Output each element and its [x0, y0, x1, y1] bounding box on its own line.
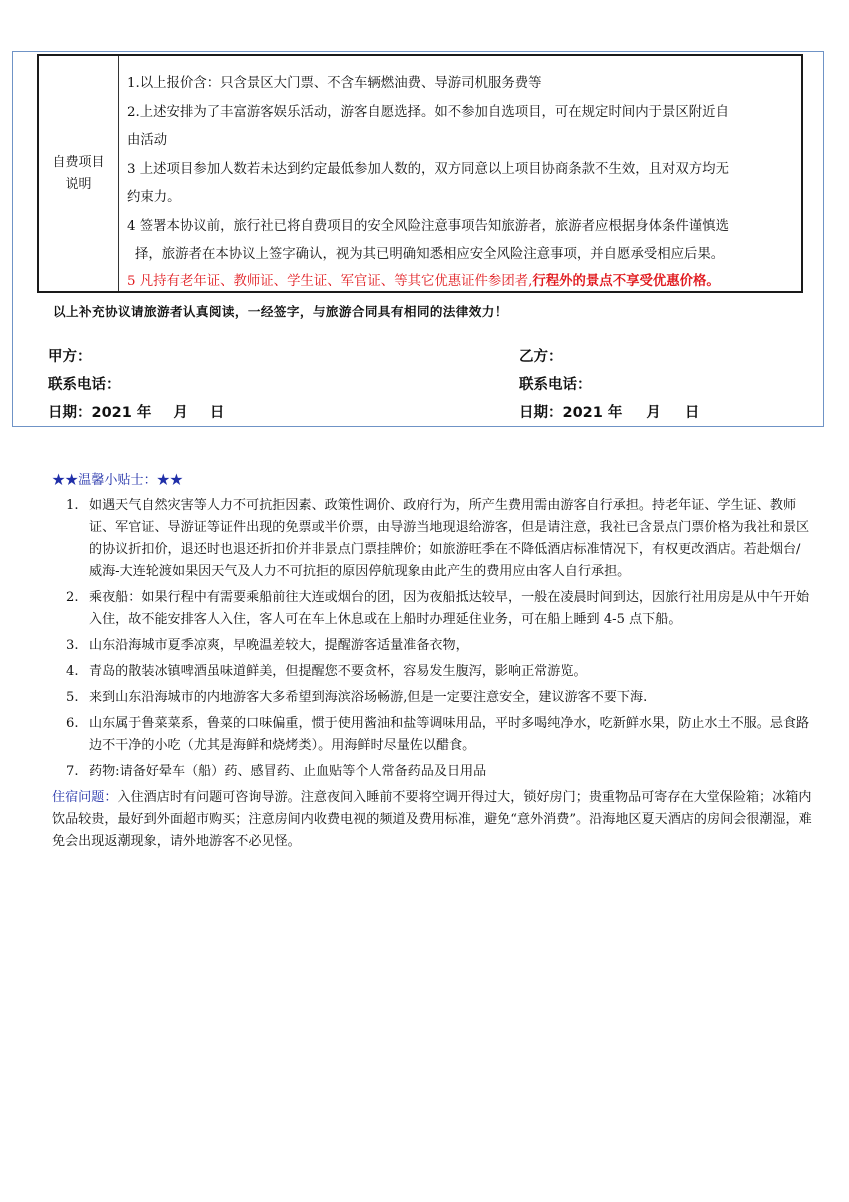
party-a-block [48, 343, 224, 427]
discount-notice-line [127, 270, 793, 293]
tip-item [52, 495, 812, 583]
table-line: 1.以上报价含：只含景区大门票、不含车辆燃油费、导游司机服务费等 [127, 76, 542, 91]
discount-notice-bold: 行程外的景点不享受优惠价格。 [532, 272, 720, 289]
tip-item [52, 687, 812, 709]
party-b-day: 日 [684, 405, 700, 421]
self-pay-table [37, 54, 803, 293]
party-b-name: 乙方： [519, 349, 563, 365]
tip-item [52, 635, 812, 657]
party-a-year: 2021 [91, 405, 132, 421]
party-a-phone: 联系电话： [48, 377, 121, 393]
tip-text: 乘夜船：如果行程中有需要乘船前往大连或烟台的团，因为夜船抵达较早，一般在凌晨时间到达，因旅行社用房是从中午开始入住，故不能安排客人入住，客人可在车上休息或在上船时办理延住业务，可在船上睡到 4-5 点下船。 [89, 590, 810, 627]
tip-text: 如遇天气自然灾害等人力不可抗拒因素、政策性调价、政府行为，所产生费用需由游客自行承担。持老年证、学生证、教师证、军官证、导游证等证件出现的免票或半价票，由导游当地现退给游客，但是请注意，我社已含景点门票价格为我社和景区的协议折扣价，退还时也退还折扣价并非景点门票挂牌价；如旅游旺季在不降低酒店标准情况下，有权更改酒店。若赴烟台/威海-大连轮渡如果因天气及人力不可抗拒的原因停航现象由此产生的费用应由客人自行承担。 [89, 498, 810, 579]
self-pay-label-cell [39, 56, 119, 291]
tip-text: 青岛的散装冰镇啤酒虽味道鲜美，但提醒您不要贪杯，容易发生腹泻，影响正常游览。 [89, 664, 587, 679]
stay-paragraph [52, 787, 812, 853]
table-line: 3 上述项目参加人数若未达到约定最低参加人数的，双方同意以上项目协商条款不生效，且对双方均无 [127, 161, 729, 177]
party-b-date [519, 399, 699, 427]
party-a-month: 月 [173, 405, 188, 421]
tip-number: 6. [66, 716, 79, 731]
tip-number: 2. [66, 590, 79, 605]
table-line: 2.上述安排为了丰富游客娱乐活动，游客自愿选择。如不参加自选项目，可在规定时间内于景区附近自 [127, 104, 729, 120]
self-pay-content-cell [127, 70, 793, 293]
tip-text: 来到山东沿海城市的内地游客大多希望到海滨浴场畅游,但是一定要注意安全，建议游客不要下海. [89, 690, 648, 705]
stay-title: 住宿问题： [52, 790, 118, 805]
tip-item [52, 661, 812, 683]
label-line-1: 自费项目 [52, 154, 105, 170]
tip-item [52, 587, 812, 631]
tips-section [52, 470, 812, 853]
table-line: 4 签署本协议前，旅行社已将自费项目的安全风险注意事项告知旅游者，旅游者应根据身体条件谨慎选 [127, 218, 729, 234]
party-a-name: 甲方： [48, 349, 92, 365]
party-b-phone: 联系电话： [519, 377, 592, 393]
table-line: 由活动 [127, 133, 168, 148]
stay-text: 入住酒店时有问题可咨询导游。注意夜间入睡前不要将空调开得过大，锁好房门；贵重物品可寄存在大堂保险箱；冰箱内饮品较贵，最好到外面超市购买；注意房间内收费电视的频道及费用标准，避免“意外消费”。沿海地区夏天酒店的房间会很潮湿，难免会出现返潮现象，请外地游客不必见怪。 [52, 790, 812, 849]
party-b-date-label: 日期： [519, 405, 563, 421]
tip-number: 5. [66, 690, 79, 705]
party-b-year-unit: 年 [607, 405, 623, 421]
label-line-2: 说明 [65, 176, 92, 192]
party-a-day: 日 [209, 405, 225, 421]
tip-text: 山东沿海城市夏季凉爽，早晚温差较大，提醒游客适量准备衣物， [89, 638, 469, 653]
tip-number: 4. [66, 664, 79, 679]
party-a-year-unit: 年 [136, 405, 152, 421]
tip-text: 山东属于鲁菜菜系，鲁菜的口味偏重，惯于使用酱油和盐等调味用品，平时多喝纯净水，吃新鲜水果，防止水土不服。忌食路边不干净的小吃（尤其是海鲜和烧烤类）。用海鲜时尽量佐以醋食。 [89, 716, 810, 753]
tip-item [52, 713, 812, 757]
tip-text: 药物:请备好晕车（船）药、感冒药、止血贴等个人常备药品及日用品 [89, 764, 487, 779]
tips-title: ★★温馨小贴士：★★ [52, 473, 183, 488]
tip-number: 1. [66, 498, 79, 513]
legal-notice: 以上补充协议请旅游者认真阅读，一经签字，与旅游合同具有相同的法律效力！ [53, 304, 508, 319]
tip-number: 3. [66, 638, 79, 653]
party-a-date [48, 399, 224, 427]
party-b-block [519, 343, 699, 427]
discount-notice-text: 5 凡持有老年证、教师证、学生证、军官证、等其它优惠证件参团者, [127, 273, 533, 289]
party-b-year: 2021 [562, 405, 603, 421]
tip-number: 7. [66, 764, 79, 779]
table-line: 择，旅游者在本协议上签字确认，视为其已明确知悉相应安全风险注意事项，并自愿承受相应后果。 [135, 247, 725, 262]
tips-list [52, 495, 812, 783]
party-b-month: 月 [646, 405, 661, 421]
table-line: 约束力。 [127, 190, 181, 205]
tip-item [52, 761, 812, 783]
party-a-date-label: 日期： [48, 405, 92, 421]
